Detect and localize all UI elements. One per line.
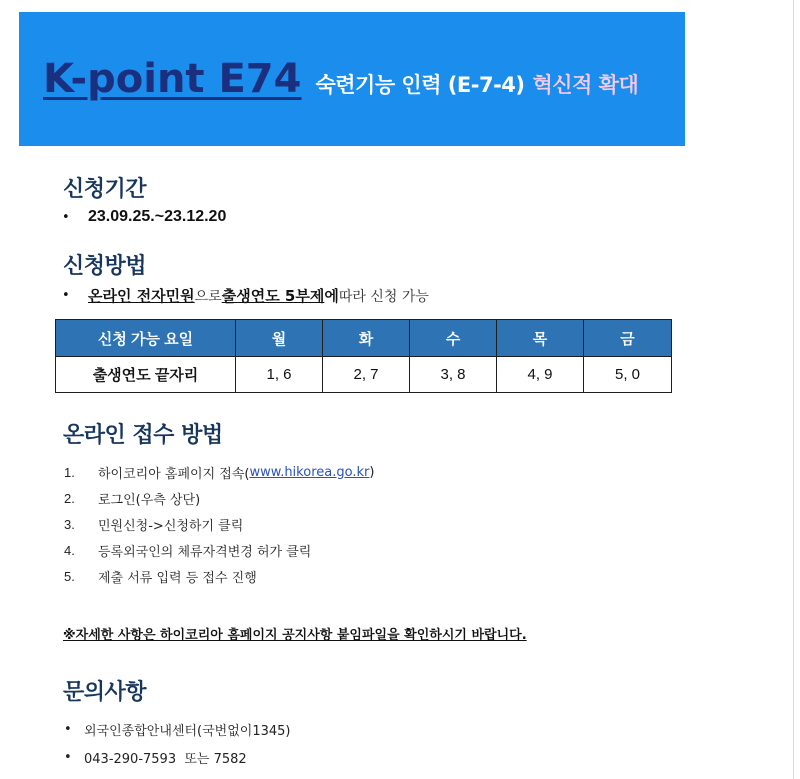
step-number: 1. — [64, 464, 75, 480]
period-heading: 신청기간 — [63, 176, 147, 202]
bullet-icon: • — [62, 209, 70, 225]
bullet-icon: • — [64, 749, 72, 765]
list-item — [64, 485, 374, 511]
day-tue: 화 — [323, 320, 410, 357]
digits-thu: 4, 9 — [497, 357, 584, 393]
header-banner — [19, 12, 685, 146]
day-wed: 수 — [410, 320, 497, 357]
digits-fri: 5, 0 — [584, 357, 672, 393]
digits-tue: 2, 7 — [323, 357, 410, 393]
contact-list — [64, 715, 290, 771]
step-number: 3. — [64, 516, 75, 532]
step-text: 하이코리아 홈페이지 접속( — [98, 466, 250, 482]
online-heading: 온라인 접수 방법 — [63, 422, 223, 448]
day-fri: 금 — [584, 320, 672, 357]
period-line — [62, 208, 226, 226]
online-steps-list — [64, 459, 374, 589]
period-value: 23.09.25.~23.12.20 — [88, 208, 227, 225]
step-text: 로그인(우측 상단) — [98, 492, 201, 508]
step-text: 민원신청->신청하기 클릭 — [98, 518, 244, 534]
method-online: 온라인 전자민원 — [88, 287, 195, 305]
method-heading: 신청방법 — [63, 253, 147, 279]
method-text: 으로 — [194, 288, 222, 305]
table-row — [56, 357, 672, 393]
list-item — [64, 511, 374, 537]
method-particle: 에 — [324, 287, 339, 305]
day-mon: 월 — [236, 320, 323, 357]
bullet-icon: • — [62, 288, 70, 303]
list-item — [64, 537, 374, 563]
header-label: 신청 가능 요일 — [56, 320, 236, 357]
step-text-after: ) — [369, 464, 375, 480]
method-tail: 따라 신청 가능 — [338, 288, 429, 305]
table-header-row — [56, 320, 672, 357]
list-item — [64, 715, 290, 743]
row-label: 출생연도 끝자리 — [56, 357, 236, 393]
method-line — [62, 285, 429, 306]
step-number: 2. — [64, 490, 75, 506]
step-number: 4. — [64, 542, 75, 558]
contact-center: 외국인종합안내센터(국번없이1345) — [84, 723, 291, 739]
day-thu: 목 — [497, 320, 584, 357]
bullet-icon: • — [64, 721, 72, 737]
step-text: 제출 서류 입력 등 접수 진행 — [98, 570, 257, 586]
digits-wed: 3, 8 — [410, 357, 497, 393]
contact-heading: 문의사항 — [63, 679, 147, 705]
schedule-table — [55, 319, 672, 393]
notice-text: ※자세한 사항은 하이코리아 홈페이지 공지사항 붙임파일을 확인하시기 바랍니다. — [63, 628, 527, 643]
contact-phone: 043-290-7593 또는 7582 — [84, 751, 247, 767]
step-number: 5. — [64, 568, 75, 584]
brand-title: K-point E74 — [43, 56, 302, 102]
step-text: 등록외국인의 체류자격변경 허가 클릭 — [98, 544, 312, 560]
method-birthyear: 출생연도 5부제 — [221, 287, 325, 305]
list-item — [64, 459, 374, 485]
list-item — [64, 563, 374, 589]
banner-title: 숙련기능 인력 (E-7-4) — [315, 73, 525, 97]
banner-highlight: 혁신적 확대 — [532, 73, 639, 97]
hikorea-link[interactable]: www.hikorea.go.kr — [249, 464, 370, 480]
list-item — [64, 743, 290, 771]
digits-mon: 1, 6 — [236, 357, 323, 393]
